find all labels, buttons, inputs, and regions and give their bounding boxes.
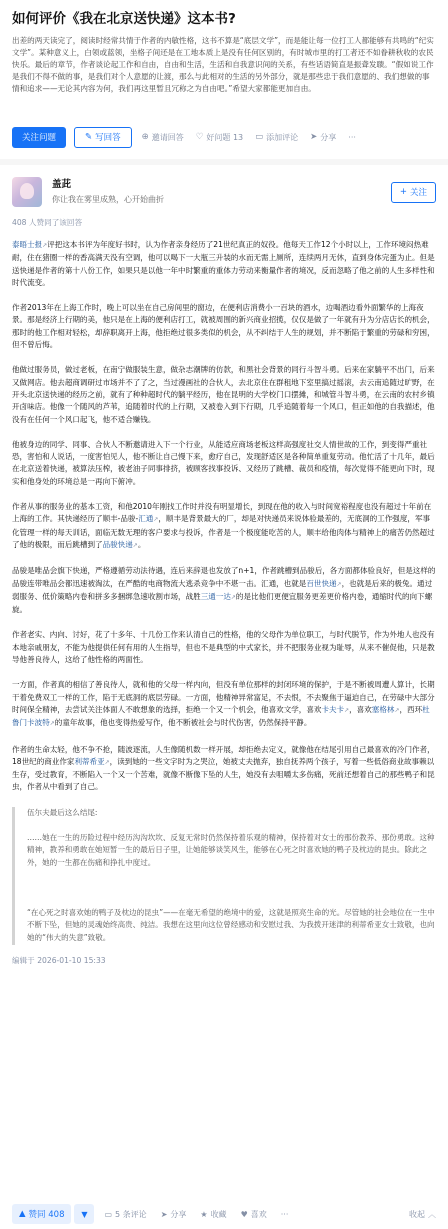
upvote-label: 赞同 408: [28, 1210, 65, 1220]
paragraph-8-text-b: ，喜欢: [349, 704, 372, 714]
question-detail: 出差的两天读完了，阅读时经常共情于作者的内敏性格，这书不算是“底层文学”，而是能让每一位打工人都能够有共鸣的“纪实文学”。某种意义上，白领或蓝领，坐格子间还是在工地本质上是没有任何区别的，有时城市里的打工者还不如眷耕秋收的农民快乐。最后的章节，作者谈论起工作和自由，自由和生活，生活和自我意识间的关系，有些话语简直是振聋发聩。“假如说工作是我们不得不做的事，是我们对个人意愿的让渡，那么与此相对的生活的另外部分，就是那些忠于我们意愿的、我们想做的事情和追求——无论其内容为何，我们再这里暂且冗称之为自由吧。”希望大家都能更加自由。: [12, 36, 434, 93]
heart-icon: ♡: [195, 132, 204, 142]
link-salinger[interactable]: 塞格林: [371, 704, 395, 714]
paragraph-1: [12, 239, 436, 289]
link-kafka[interactable]: 卡夫卡: [321, 704, 345, 714]
link-mark-icon: ↗: [394, 706, 400, 714]
good-question-button[interactable]: [196, 132, 243, 143]
paragraph-8-text-c: ，西环: [399, 704, 423, 714]
paragraph-4: 他被身边的同学、同事、合伙人不断邀请进入下一个行业，从能适应商场老板这样高强度社交人情世故的工作，到变得严重社恐，害怕和人说话，一度害怕见人，他不断让自己慢下来，愈疗自己，发现舒适区是各种简单重复劳动。他忙活了十几年，最后在北京送着快递，被算法压榨，被老油子同事排挤，被顾客找事投诉、又经历了跳槽、裁员和疫情，每次觉得不能更向下时，现实和他身处的环境总是一再向下俯冲。: [12, 439, 435, 486]
like-button[interactable]: [241, 1209, 267, 1220]
heart-icon: ♥: [240, 1209, 248, 1219]
share-icon: ➤: [310, 132, 318, 142]
paragraph-8-text-a: 一方面，作者真的相信了善良待人，就和他的父母一样内向，但没有单位那样的封闭环境的保护，于是不断被周遭人算计，长期干着免费双工一样的工作，陷于无底洞的底层劳碌。一方面，他精神异常富足，不去恨，不去聚焦于逼迫自己，在劳碌中大部分时间保全精神，去尝试关注体面人不敢想象的选择，拒绝一个又一个机会，他喜欢文学，喜欢: [12, 680, 435, 714]
paragraph-6: [12, 565, 436, 616]
comments-button[interactable]: [104, 1209, 146, 1220]
paragraph-6-text-c: 的是比他们更便宜服务更差更价格内卷，通缩时代的向下螺旋。: [12, 591, 433, 615]
link-mark-icon: ↗: [344, 706, 350, 714]
add-comment-label: 添加评论: [266, 132, 299, 142]
paragraph-9-text-a: 作者的生命太轻，他不争不抢，随波逐流，人生像随机数一样开展，却拒绝去定义，就像他在结尾引用自己最喜欢的冷门作者，18世纪的商业作家: [12, 744, 435, 766]
comment-icon: ▭: [255, 132, 264, 142]
paragraph-3: 他做过服务员，做过老板，在南宁做服装生意，做杂志潮牌的仿款，和黑社会背景的同行斗智斗勇。后来在家躺平不出门，后来又做网店。他去超商调研过市场并不了了之，当过漫画社的合伙人，去北京住在群租地下室里搞过摇滚，去云南追随过旷野，在开头北京送快递的经历之前，就有了种种超时代的躺平经历，他在昆明的大学校门口摆摊，和城管斗智斗勇，在云南的农村乡镇开卤味店。他像一个随风的芦苇，追随着时代的上行期，又被卷入到下行期，几乎追随着每一个风口，但正如他的自我描述，他没有在任何一个风口起飞，他不适合赚钱。: [12, 365, 435, 424]
question-title[interactable]: 如何评价《我在北京送快递》这本书?: [12, 11, 236, 27]
invite-answer-label: 邀请回答: [151, 132, 184, 142]
link-mark-icon: ↗: [104, 758, 110, 766]
triangle-down-icon: ▼: [81, 1209, 88, 1219]
answer-action-bar: [0, 1199, 448, 1229]
invite-answer-button[interactable]: [142, 132, 184, 143]
paragraph-7: 作者老实、内向、讨好，花了十多年、十几份工作来认清自己的性格，他的父母作为单位职工，与时代脱节，作为外地人也没有本地亲戚朋友，不能为他提供任何有用的人生指导，但也不是典型的中式家长，并不把服务业视为耻辱，从来不催促他，只是教导他善良待人，这给了他性格的两面性。: [12, 630, 435, 665]
voters-count[interactable]: 408 人赞同了该回答: [12, 218, 83, 227]
paragraph-1-text: 评把这本书评为年度好书时，认为作者亲身经历了21世纪真正的奴役。他每天工作12个小时以上，工作环境闷热难耐，住在猪圈一样的香高满天没有空调，他可以喝下一大瓶三升装的水而无需上厕所，连续两月无休，直到身体完蛋为止。但是送快递是作者的第十八份工作，如果只是以他一年中时繁重的重体力劳动来衡量作者的境况，反而忽略了他之前的人生多样性和时代流变。: [12, 240, 435, 287]
collapse-label: 收起: [409, 1209, 425, 1219]
link-mark-icon: ↗: [42, 242, 48, 249]
chevron-up-icon: ︿: [428, 1209, 436, 1219]
comment-icon: ▭: [104, 1209, 113, 1219]
follow-author-button[interactable]: [391, 182, 436, 203]
pencil-icon: ✎: [85, 132, 93, 142]
link-capote[interactable]: 杜鲁门卡波特: [12, 704, 430, 728]
link-pinjun[interactable]: 品骏快递: [102, 539, 133, 549]
link-mark-icon: ↗: [153, 516, 159, 524]
author-bio: 你让我在雾里成熟，心开始曲折: [52, 195, 164, 204]
good-question-label: 好问题 13: [206, 132, 244, 142]
follow-question-button[interactable]: 关注问题: [12, 127, 66, 148]
follow-author-label: 关注: [409, 188, 427, 198]
more-icon: ···: [348, 132, 356, 142]
paragraph-2: 作者2013年在上海工作时，晚上可以坐在自己房间里的窗边，在便利店消费小一百块的酒水，边喝酒边看外面繁华的上海夜景。那是经济上行期的美，他只是在上海的便利店打工，就被周围的新兴商业招揽，仅仅是做了一年就有升为分店店长的机会，那时的他工作相对轻松，却辞职离开上海，他拒绝过很多类似的机会，从不纠结于人生的规划，并不断陷于繁重的劳碌和穷困，但不曾后悔。: [12, 303, 435, 350]
paragraph-8-text-d: 的童年故事，他也变得热爱写作，他不断被社会与时代伤害，仍然保持平静。: [54, 718, 312, 728]
write-answer-button[interactable]: [74, 127, 132, 148]
share-question-button[interactable]: [310, 132, 336, 143]
paragraph-5-text-b: ，顺丰是背景最大的厂，却是对快递员来说体验最差的，无底洞的工作强度，军事化管理一样的每天训话，面临无数无理的客户要求与投诉，作者是一个极度能吃苦的人，顺丰给他肉体与精神上的痛苦仍然超过了他的极限，而后跳槽到了: [12, 514, 435, 549]
collapse-button[interactable]: [409, 1209, 436, 1220]
share-label: 分享: [170, 1209, 187, 1219]
paragraph-6-text-b: ，也就是后来的极兔。通过弱服务、低价策略内卷和拼多多捆绑急速收割市场，战胜: [12, 578, 433, 601]
add-comment-button[interactable]: [255, 132, 298, 143]
paragraph-9: [12, 744, 436, 794]
triangle-up-icon: ▲: [19, 1209, 26, 1219]
share-button[interactable]: [161, 1209, 187, 1220]
link-mark-icon: ↗: [132, 541, 138, 549]
paragraph-5-text-c: 。: [137, 539, 146, 549]
link-mark-icon: ↗: [230, 593, 236, 601]
quote-heading: 伍尔夫最后这么结尾:: [27, 807, 98, 817]
plus-icon: +: [399, 187, 407, 197]
paragraph-5: [12, 501, 436, 552]
link-santongyida[interactable]: 三通一达: [200, 591, 231, 601]
star-icon: ★: [200, 1209, 208, 1219]
link-times[interactable]: 泰晤士报: [12, 240, 43, 249]
upvote-button[interactable]: [12, 1204, 71, 1224]
link-letitia[interactable]: 利蒂希亚: [74, 756, 105, 766]
answer-card: [0, 165, 448, 1229]
more-options-button[interactable]: [281, 1210, 289, 1219]
author-row: [12, 175, 436, 209]
downvote-button[interactable]: [74, 1204, 94, 1224]
edit-time[interactable]: 编辑于 2026-01-10 15:33: [12, 955, 106, 965]
avatar[interactable]: [12, 177, 42, 207]
invite-icon: ⊕: [141, 132, 149, 142]
paragraph-8: [12, 679, 436, 730]
quote-tail: “在心死之时喜欢她的鸭子及枕边的昆虫”——在毫无希望的绝境中的爱，这就是照亮生命的光。尽管她的社会地位在一生中不断下坠，但她的灵魂始终高贵、纯洁。我想在这里向这位曾经感动和安慰过我、为我拨开迷津的利蒂希亚女士致敬，也向她的“伟大的失意”致敬。: [27, 907, 435, 942]
question-actions: [12, 125, 436, 149]
like-label: 喜欢: [250, 1209, 267, 1219]
author-name[interactable]: 盖茈: [52, 179, 72, 190]
share-question-label: 分享: [320, 132, 337, 142]
link-mark-icon: ↗: [49, 720, 55, 728]
link-huitong[interactable]: 汇通: [138, 514, 154, 524]
more-icon: ···: [280, 1209, 289, 1219]
author-info: [52, 178, 391, 206]
share-icon: ➤: [160, 1209, 168, 1219]
favorite-label: 收藏: [210, 1209, 227, 1219]
write-answer-label: 写回答: [95, 133, 121, 143]
answer-content: [12, 239, 436, 945]
link-mark-icon: ↗: [336, 580, 342, 588]
more-options-button[interactable]: [348, 133, 356, 142]
link-baishi[interactable]: 百世快递: [306, 578, 337, 588]
quote-body: ……她在一生的历险过程中经历沟沟坎坎、反复无常时仍然保持着乐观的精神，保持着对女士的那份教养、那份勇敢。这种精神，教养和勇敢在她短暂一生的最后日子里，让她能够谈笑风生，能够在心死之时喜欢她的鸭子及枕边的昆虫。除此之外，她的一生都在伤痛和挣扎中度过。: [27, 832, 435, 867]
favorite-button[interactable]: [200, 1209, 226, 1220]
paragraph-5-text-a: 作者从事的服务业的基本工资，和他2010年刚找工作时并没有明显增长，到现在他的收入与时间宽裕程度也没有超过十年前在上海的工作。其快递经历了顺丰-品骏-: [12, 502, 432, 524]
paragraph-6-text-a: 品骏是唯品会旗下快递，严格遵循劳动法待遇，连后来辞退也发放了n+1，作者跳槽到品骏后，各方面都体验良好，但是这样的品骏连带唯品会都迅速被淘汰，在严酷的电商物流大逃杀竞争中不堪一击。汇通，也就是: [12, 566, 436, 588]
blockquote: [12, 807, 436, 945]
comments-label: 5 条评论: [115, 1209, 147, 1219]
paragraph-9-text-b: ，读到她的一些文字时为之哭泣，她被丈夫抛弃，独自抚养两个孩子，写着一些低俗商业故事赖以生存，受过教育，不断陷入一个又一个苦难，就像不断像下坠的人生，她没有去咀嚼太多伤痛，死前还想着自己的那些鸭子和昆虫，作者从中看到了自己。: [12, 756, 435, 792]
question-card: [0, 0, 448, 159]
